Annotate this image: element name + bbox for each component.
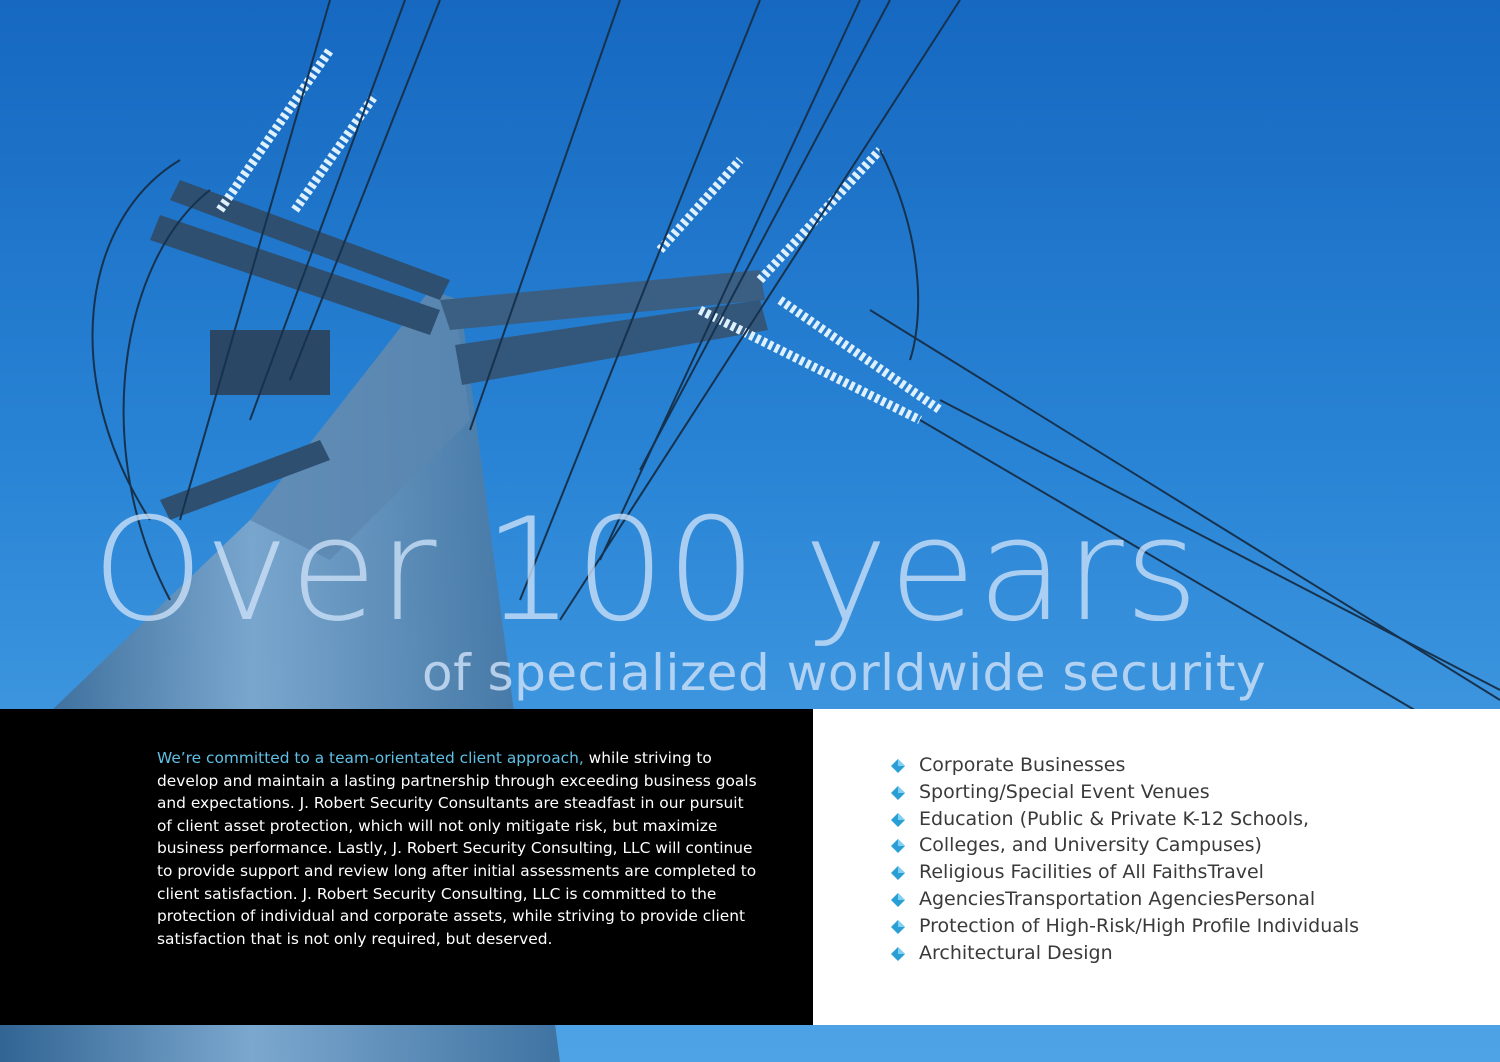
list-item bbox=[891, 806, 1359, 833]
list-item bbox=[891, 752, 1359, 779]
diamond-bullet-icon bbox=[891, 813, 905, 827]
intro-body: while striving to develop and maintain a lasting partnership through exceeding business goals and expectations. J. Robert Security Consultants are steadfast in our pursuit of client asset protection, which will not only mitigate risk, but maximize business performance. Lastly, J. Robert Security Consulting, LLC will continue to provide support and review long after initial assessments are completed to client satisfaction. J. Robert Security Consulting, LLC is committed to the protection of individual and corporate assets, while striving to provide client satisfaction that is not only required, but deserved. bbox=[157, 749, 757, 948]
service-label: Education (Public & Private K-12 Schools, bbox=[919, 807, 1310, 830]
intro-paragraph bbox=[157, 747, 757, 950]
intro-lead: We’re committed to a team-orientated client approach, bbox=[157, 749, 584, 767]
service-label: Colleges, and University Campuses) bbox=[919, 834, 1262, 857]
list-item bbox=[891, 913, 1359, 940]
service-label: Protection of High-Risk/High Profile Individuals bbox=[919, 914, 1360, 937]
diamond-bullet-icon bbox=[891, 866, 905, 880]
service-label: Sporting/Special Event Venues bbox=[919, 780, 1210, 803]
diamond-bullet-icon bbox=[891, 839, 905, 853]
diamond-bullet-icon bbox=[891, 759, 905, 773]
diamond-bullet-icon bbox=[891, 893, 905, 907]
diamond-bullet-icon bbox=[891, 920, 905, 934]
headline: Over 100 years bbox=[92, 488, 1200, 653]
list-item bbox=[891, 779, 1359, 806]
service-label: Religious Facilities of All FaithsTravel bbox=[919, 861, 1264, 884]
list-item bbox=[891, 886, 1359, 913]
list-item bbox=[891, 940, 1359, 967]
list-item-continuation bbox=[891, 832, 1359, 859]
services-panel bbox=[813, 709, 1500, 1025]
subheadline: of specialized worldwide security bbox=[422, 644, 1267, 702]
services-list bbox=[891, 752, 1359, 966]
list-item bbox=[891, 859, 1359, 886]
service-label: Architectural Design bbox=[919, 941, 1113, 964]
diamond-bullet-icon bbox=[891, 947, 905, 961]
intro-panel bbox=[0, 709, 813, 1025]
diamond-bullet-icon bbox=[891, 786, 905, 800]
service-label: AgenciesTransportation AgenciesPersonal bbox=[919, 887, 1316, 910]
service-label: Corporate Businesses bbox=[919, 754, 1126, 776]
